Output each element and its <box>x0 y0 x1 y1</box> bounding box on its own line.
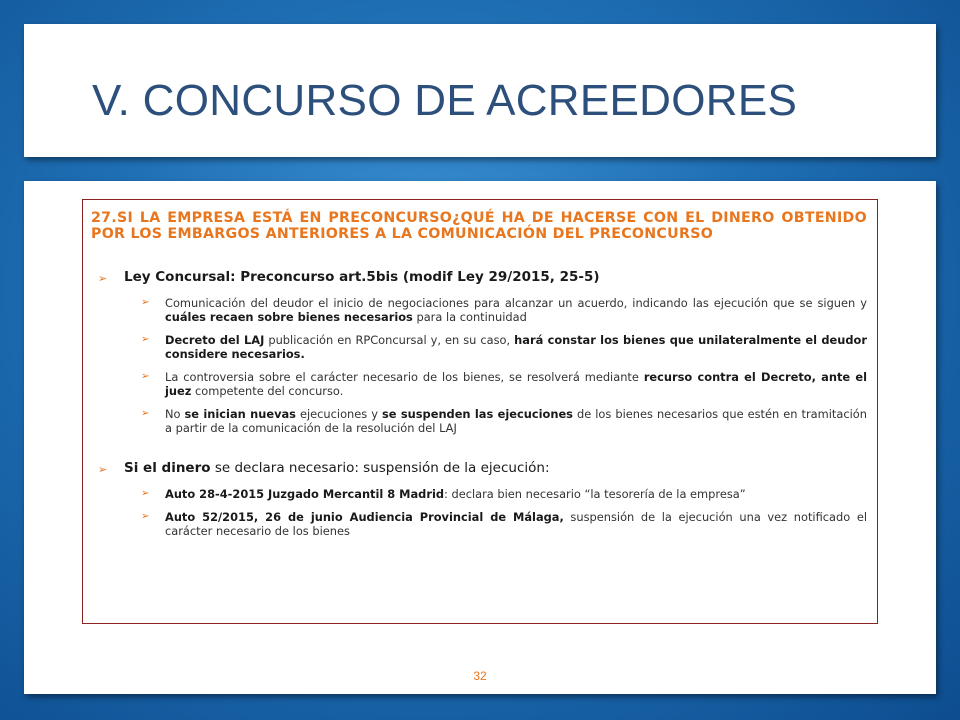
arrowhead-bullet-icon: ➢ <box>141 371 150 382</box>
text: Comunicación del deudor el inicio de negociaciones para alcanzar un acuerdo, indicando las ejecución que se siguen y <box>165 296 867 310</box>
text: competente del concurso. <box>191 384 344 398</box>
arrowhead-bullet-icon: ➢ <box>98 463 108 476</box>
arrowhead-bullet-icon: ➢ <box>141 408 150 419</box>
content-box <box>82 199 878 624</box>
arrowhead-bullet-icon: ➢ <box>141 488 150 499</box>
title-panel <box>24 24 936 157</box>
arrowhead-bullet-icon: ➢ <box>141 511 150 522</box>
bold-text: se suspenden las ejecuciones <box>382 407 573 421</box>
bullet-ley-concursal <box>91 269 867 286</box>
text: No <box>165 407 185 421</box>
text: ejecuciones y <box>295 407 383 421</box>
text: de los bienes necesarios que estén en tramitación a partir de la comunicación de la resolución del LAJ <box>165 407 867 435</box>
subbullet-decreto <box>91 333 867 361</box>
arrowhead-bullet-icon: ➢ <box>141 334 150 345</box>
bullet-dinero <box>91 460 867 477</box>
bold-text: cuáles recaen sobre bienes necesarios <box>165 310 413 324</box>
text: se declara necesario: suspensión de la ejecución: <box>210 460 550 476</box>
text: : declara bien necesario “la tesorería de la empresa” <box>444 487 746 501</box>
bullet-text: Ley Concursal: Preconcurso art.5bis (modif Ley 29/2015, 25-5) <box>124 269 600 285</box>
page-title: V. CONCURSO DE ACREEDORES <box>92 76 798 125</box>
page-number: 32 <box>473 669 487 683</box>
subbullet-ejecuciones <box>91 407 867 435</box>
bold-text: Decreto del LAJ <box>165 333 265 347</box>
content-panel <box>24 181 936 694</box>
bold-text: recurso contra el Decreto, ante el juez <box>165 370 868 398</box>
arrowhead-bullet-icon: ➢ <box>98 272 108 285</box>
text: La controversia sobre el carácter necesario de los bienes, se resolverá mediante <box>165 370 644 384</box>
question-heading: 27.SI LA EMPRESA ESTÁ EN PRECONCURSO¿QUÉ HA DE HACERSE CON EL DINERO OBTENIDO POR LOS EMBARGOS ANTERIORES A LA COMUNICACIÓN DEL PRECONCURSO <box>91 210 867 242</box>
text: publicación en RPConcursal y, en su caso, <box>264 333 515 347</box>
bold-text: hará constar los bienes que unilateralmente el deudor considere necesarios. <box>165 333 867 361</box>
bold-text: Si el dinero <box>124 460 211 476</box>
text: suspensión de la ejecución una vez notificado el carácter necesario de los bienes <box>165 510 867 538</box>
arrowhead-bullet-icon: ➢ <box>141 297 150 308</box>
bold-text: Auto 52/2015, 26 de junio Audiencia Provincial de Málaga, <box>165 510 564 524</box>
bold-text: se inician nuevas <box>184 407 296 421</box>
bold-text: Auto 28-4-2015 Juzgado Mercantil 8 Madrid <box>165 487 445 501</box>
text: para la continuidad <box>412 310 527 324</box>
spacer <box>91 444 867 460</box>
subbullet-auto-madrid <box>91 487 867 501</box>
subbullet-controversia <box>91 370 867 398</box>
subbullet-auto-malaga <box>91 510 867 538</box>
subbullet-comunicacion <box>91 296 867 324</box>
